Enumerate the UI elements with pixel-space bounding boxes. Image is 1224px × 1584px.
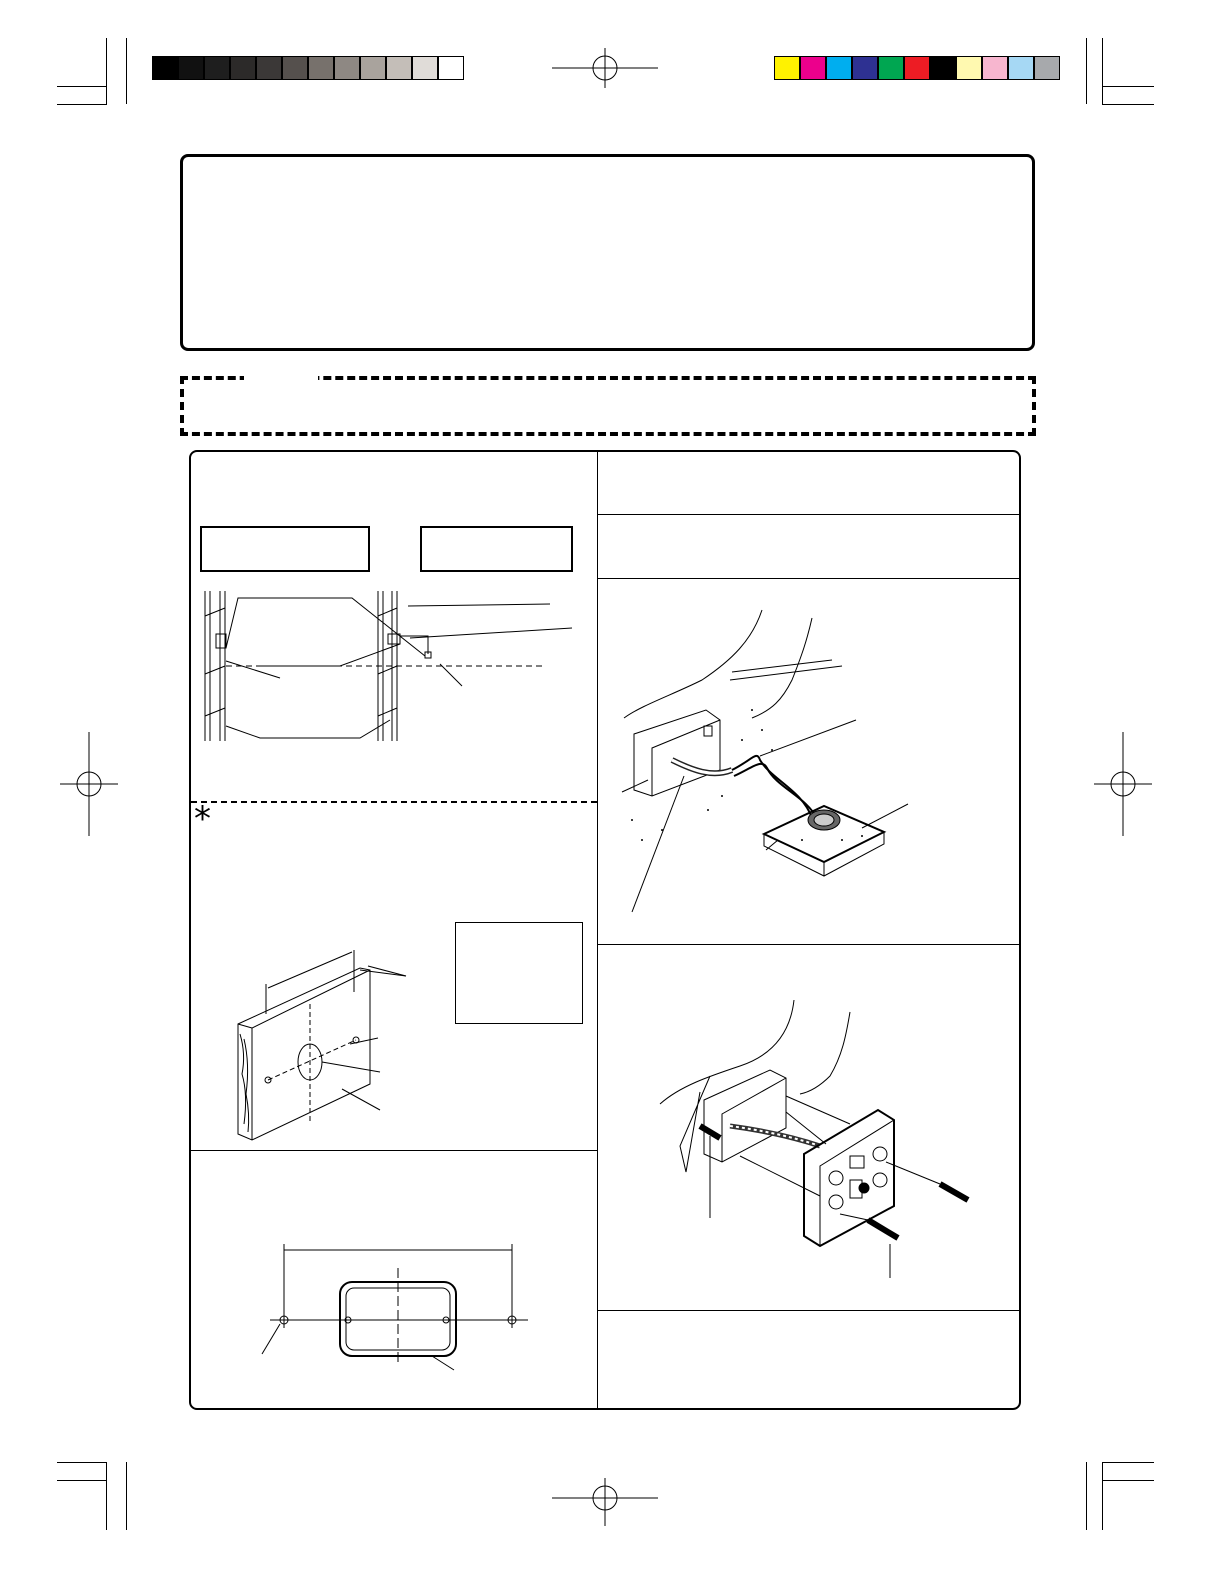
color-swatch (1008, 56, 1034, 80)
gray-swatch (230, 56, 256, 80)
crop-mark (57, 1462, 107, 1463)
crop-mark (126, 38, 127, 104)
registration-mark-left (60, 732, 120, 838)
gray-swatch (438, 56, 464, 80)
gray-swatch (204, 56, 230, 80)
top-panel (180, 154, 1035, 351)
gray-swatch (178, 56, 204, 80)
gray-swatch (334, 56, 360, 80)
color-swatch (826, 56, 852, 80)
crop-mark (1102, 86, 1154, 87)
gray-swatch (386, 56, 412, 80)
crop-mark (1102, 1462, 1103, 1530)
gray-swatch (256, 56, 282, 80)
gray-swatch (412, 56, 438, 80)
color-swatch (956, 56, 982, 80)
right-section-divider (598, 514, 1019, 515)
asterisk-mark: * (194, 799, 211, 839)
right-section-divider (598, 1310, 1019, 1311)
color-swatch (774, 56, 800, 80)
device-mounting-diagram (650, 996, 980, 1286)
column-divider (597, 451, 598, 1408)
left-section-divider (191, 1150, 597, 1151)
registration-mark-top (552, 48, 662, 90)
wiring-diagram (612, 600, 942, 920)
crop-mark (57, 86, 107, 87)
color-swatch (878, 56, 904, 80)
crop-mark (1102, 104, 1154, 105)
crop-mark (126, 1462, 127, 1530)
color-swatch (1034, 56, 1060, 80)
spec-box (455, 922, 583, 1024)
crop-mark (1086, 1462, 1087, 1530)
color-swatch (800, 56, 826, 80)
gray-swatch (360, 56, 386, 80)
wood-block-diagram (230, 944, 420, 1144)
right-section-divider (598, 944, 1019, 945)
diagram-label-box-left (200, 526, 370, 572)
registration-mark-bottom (552, 1478, 662, 1528)
color-swatch (930, 56, 956, 80)
registration-mark-right (1094, 732, 1154, 838)
left-dashed-divider (191, 801, 597, 803)
note-box (180, 376, 1036, 436)
crop-mark (106, 38, 107, 104)
crop-mark (1102, 1480, 1154, 1481)
mounting-plate-diagram (256, 1240, 536, 1380)
gray-swatch (308, 56, 334, 80)
crop-mark (1086, 38, 1087, 104)
crop-mark (57, 104, 107, 105)
gray-swatch (282, 56, 308, 80)
diagram-label-box-right (420, 526, 573, 572)
note-box-title-gap (244, 372, 318, 382)
gray-swatch (152, 56, 178, 80)
wall-stud-diagram (200, 586, 580, 746)
crop-mark (1102, 1462, 1154, 1463)
right-section-divider (598, 578, 1019, 579)
crop-mark (106, 1462, 107, 1530)
crop-mark (1102, 38, 1103, 104)
color-swatch (982, 56, 1008, 80)
color-swatch (852, 56, 878, 80)
crop-mark (57, 1480, 107, 1481)
color-swatch (904, 56, 930, 80)
